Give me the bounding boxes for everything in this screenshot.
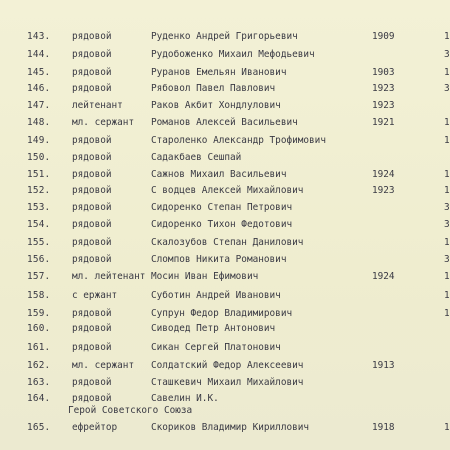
record-row bbox=[0, 217, 450, 233]
record-row bbox=[0, 375, 450, 391]
record-rank: мл. лейтенант bbox=[72, 271, 146, 282]
record-number: 153. bbox=[27, 202, 51, 213]
record-rank: рядовой bbox=[72, 237, 112, 248]
award-note: Герой Советского Союза bbox=[68, 405, 193, 416]
record-number: 164. bbox=[27, 393, 51, 404]
record-name: Суботин Андрей Иванович bbox=[151, 290, 281, 301]
record-number: 144. bbox=[27, 49, 51, 60]
record-year: 1903 bbox=[372, 67, 395, 78]
record-name: С водцев Алексей Михайлович bbox=[151, 185, 304, 196]
record-rank: рядовой bbox=[72, 152, 112, 163]
record-name: Солдатский Федор Алексеевич bbox=[151, 360, 304, 371]
record-rank: лейтенант bbox=[72, 100, 123, 111]
record-name: Сташкевич Михаил Михайлович bbox=[151, 377, 304, 388]
record-name: Сикан Сергей Платонович bbox=[151, 342, 281, 353]
record-row bbox=[0, 340, 450, 356]
record-rank: рядовой bbox=[72, 254, 112, 265]
record-row bbox=[0, 47, 450, 63]
record-rank: рядовой bbox=[72, 169, 112, 180]
record-year: 1924 bbox=[372, 169, 395, 180]
record-rank: мл. сержант bbox=[72, 360, 135, 371]
record-year: 1909 bbox=[372, 31, 395, 42]
record-edge-mark: 3 bbox=[444, 49, 450, 60]
record-name: Сломпов Никита Романович bbox=[151, 254, 287, 265]
record-rank: рядовой bbox=[72, 323, 112, 334]
record-edge-mark: 3 bbox=[444, 202, 450, 213]
record-name: Рябовол Павел Павлович bbox=[151, 83, 276, 94]
record-row bbox=[0, 115, 450, 131]
record-edge-mark: 1 bbox=[444, 271, 450, 282]
record-rank: рядовой bbox=[72, 67, 112, 78]
record-name: Сидоренко Тихон Федотович bbox=[151, 219, 293, 230]
record-row bbox=[0, 420, 450, 436]
record-edge-mark: 1 bbox=[444, 67, 450, 78]
record-rank: рядовой bbox=[72, 202, 112, 213]
record-number: 159. bbox=[27, 308, 51, 319]
record-edge-mark: 1 bbox=[444, 237, 450, 248]
record-number: 162. bbox=[27, 360, 51, 371]
record-row bbox=[0, 133, 450, 149]
record-rank: ефрейтор bbox=[72, 422, 118, 433]
record-number: 148. bbox=[27, 117, 51, 128]
record-row bbox=[0, 306, 450, 322]
record-year: 1923 bbox=[372, 100, 395, 111]
record-rank: рядовой bbox=[72, 219, 112, 230]
record-row bbox=[0, 235, 450, 251]
record-year: 1913 bbox=[372, 360, 395, 371]
record-rank: рядовой bbox=[72, 31, 112, 42]
record-edge-mark: 1 bbox=[444, 185, 450, 196]
record-rank: рядовой bbox=[72, 342, 112, 353]
record-row bbox=[0, 167, 450, 183]
record-rank: мл. сержант bbox=[72, 117, 135, 128]
record-row bbox=[0, 65, 450, 81]
record-rank: рядовой bbox=[72, 83, 112, 94]
record-edge-mark: 1 bbox=[444, 422, 450, 433]
record-row bbox=[0, 200, 450, 216]
record-name: Мосин Иван Ефимович bbox=[151, 271, 259, 282]
record-name: Руденко Андрей Григорьевич bbox=[151, 31, 298, 42]
record-name: Сиводед Петр Антонович bbox=[151, 323, 276, 334]
record-row bbox=[0, 252, 450, 268]
record-rank: рядовой bbox=[72, 185, 112, 196]
record-row bbox=[0, 150, 450, 166]
record-number: 149. bbox=[27, 135, 51, 146]
record-rank: рядовой bbox=[72, 393, 112, 404]
record-name: Романов Алексей Васильевич bbox=[151, 117, 298, 128]
record-edge-mark: 1 bbox=[444, 290, 450, 301]
record-name: Скориков Владимир Кириллович bbox=[151, 422, 310, 433]
record-rank: рядовой bbox=[72, 49, 112, 60]
record-number: 146. bbox=[27, 83, 51, 94]
record-number: 158. bbox=[27, 290, 51, 301]
record-number: 151. bbox=[27, 169, 51, 180]
record-edge-mark: 3 bbox=[444, 219, 450, 230]
record-number: 160. bbox=[27, 323, 51, 334]
record-rank: рядовой bbox=[72, 308, 112, 319]
record-name: Садакбаев Сешпай bbox=[151, 152, 242, 163]
record-name: Раков Акбит Хондлулович bbox=[151, 100, 281, 111]
record-number: 156. bbox=[27, 254, 51, 265]
record-edge-mark: 1 bbox=[444, 308, 450, 319]
record-edge-mark: 1 bbox=[444, 169, 450, 180]
record-row bbox=[0, 29, 450, 45]
record-name: Савелин И.К. bbox=[151, 393, 219, 404]
record-name: Супрун Федор Владимирович bbox=[151, 308, 293, 319]
record-name: Сидоренко Степан Петрович bbox=[151, 202, 293, 213]
record-number: 147. bbox=[27, 100, 51, 111]
record-number: 150. bbox=[27, 152, 51, 163]
record-name: Скалозубов Степан Данилович bbox=[151, 237, 304, 248]
record-row bbox=[0, 183, 450, 199]
record-number: 152. bbox=[27, 185, 51, 196]
record-year: 1924 bbox=[372, 271, 395, 282]
record-row bbox=[0, 98, 450, 114]
record-year: 1918 bbox=[372, 422, 395, 433]
record-number: 163. bbox=[27, 377, 51, 388]
record-year: 1921 bbox=[372, 117, 395, 128]
record-edge-mark: 1 bbox=[444, 31, 450, 42]
record-number: 161. bbox=[27, 342, 51, 353]
record-name: Староленко Александр Трофимович bbox=[151, 135, 326, 146]
record-number: 157. bbox=[27, 271, 51, 282]
record-edge-mark: 1 bbox=[444, 117, 450, 128]
record-rank: рядовой bbox=[72, 135, 112, 146]
record-edge-mark: 3 bbox=[444, 83, 450, 94]
record-year: 1923 bbox=[372, 185, 395, 196]
record-row bbox=[0, 288, 450, 304]
record-number: 143. bbox=[27, 31, 51, 42]
record-row bbox=[0, 321, 450, 337]
record-number: 154. bbox=[27, 219, 51, 230]
record-year: 1923 bbox=[372, 83, 395, 94]
record-row bbox=[0, 81, 450, 97]
record-row bbox=[0, 358, 450, 374]
record-name: Сажнов Михаил Васильевич bbox=[151, 169, 287, 180]
record-name: Руранов Емельян Иванович bbox=[151, 67, 287, 78]
record-edge-mark: 3 bbox=[444, 254, 450, 265]
record-number: 155. bbox=[27, 237, 51, 248]
record-edge-mark: 1 bbox=[444, 135, 450, 146]
record-name: Рудобоженко Михаил Мефодьевич bbox=[151, 49, 315, 60]
record-rank: рядовой bbox=[72, 377, 112, 388]
record-number: 145. bbox=[27, 67, 51, 78]
record-number: 165. bbox=[27, 422, 51, 433]
record-rank: с ержант bbox=[72, 290, 118, 301]
record-row bbox=[0, 269, 450, 285]
